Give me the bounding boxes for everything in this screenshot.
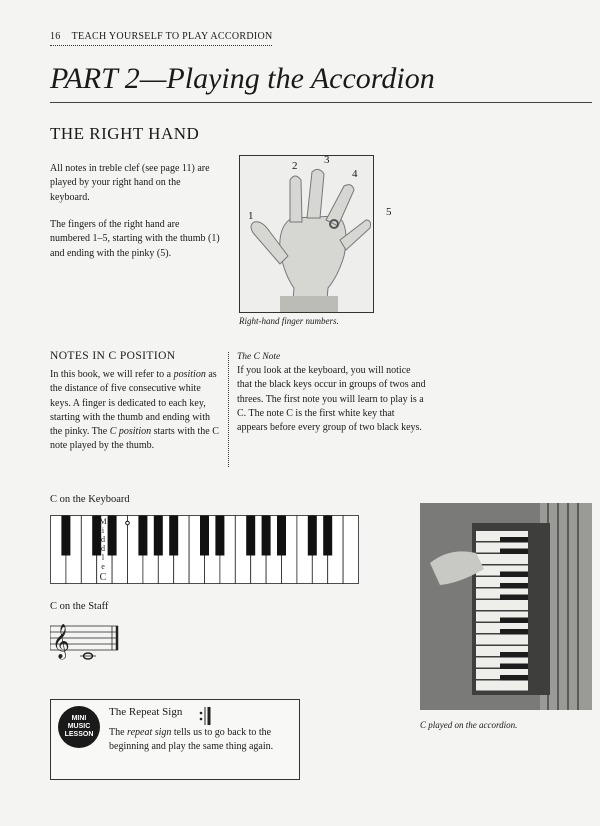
c-key-label: C xyxy=(99,572,107,583)
paragraph-treble-clef: All notes in treble clef (see page 11) are played by your right hand on the keyboard. xyxy=(50,163,210,203)
keyboard-diagram xyxy=(50,515,360,590)
label-letter: e xyxy=(101,562,105,571)
accordion-white-key xyxy=(476,635,528,645)
black-key xyxy=(308,516,317,556)
staff-svg xyxy=(50,620,122,664)
finger-number-3: 3 xyxy=(324,154,330,166)
staff-diagram xyxy=(50,620,122,669)
black-key xyxy=(246,516,255,556)
finger-number-5: 5 xyxy=(386,206,392,218)
section-heading-right-hand: THE RIGHT HAND xyxy=(50,124,200,143)
text-run: In this book, we will refer to a xyxy=(50,369,174,380)
page-title: PART 2—Playing the Accordion xyxy=(50,62,435,95)
label-letter: l xyxy=(101,553,105,562)
black-key xyxy=(277,516,286,556)
label-letter: i xyxy=(101,526,105,535)
text-run: tells us to go back to the beginning and play the same thing again. xyxy=(109,727,274,753)
finger-number-2: 2 xyxy=(292,160,298,172)
section-heading-c-position: NOTES IN C POSITION xyxy=(50,350,176,362)
lesson-text xyxy=(109,726,289,755)
mini-music-lesson-badge xyxy=(58,706,100,748)
black-key xyxy=(323,516,332,556)
black-key xyxy=(200,516,209,556)
finger-number-4: 4 xyxy=(352,168,358,180)
page-number: 16 xyxy=(50,31,61,42)
sidebar-c-note xyxy=(228,352,427,467)
paragraph-c-position xyxy=(50,368,220,454)
lesson-title: The Repeat Sign xyxy=(109,706,183,718)
text-run: as the distance of five consecutive white keys. A finger is dedicated to each key, starting with the thumb and ending with the pinky. The xyxy=(50,369,217,438)
middle-c-label xyxy=(97,517,109,582)
white-key xyxy=(343,516,358,584)
badge-line: LESSON xyxy=(64,731,94,738)
middle-c-marker xyxy=(126,521,130,525)
black-key xyxy=(262,516,271,556)
header-rule xyxy=(50,45,272,46)
running-title: TEACH YOURSELF TO PLAY ACCORDION xyxy=(71,31,273,42)
staff-label: C on the Staff xyxy=(50,601,109,612)
term-position: position xyxy=(173,369,206,380)
running-header xyxy=(50,31,273,42)
label-letter: d xyxy=(101,535,105,544)
accordion-photo xyxy=(420,503,592,710)
accordion-white-key xyxy=(476,681,528,691)
treble-clef-icon: 𝄞 xyxy=(52,624,70,659)
sidebar-text: If you look at the keyboard, you will notice that the black keys occur in groups of twos and threes. The first note you will learn to play is a C. The note C is the first white key that appears before every group of two black keys. xyxy=(237,365,426,434)
accordion-white-key xyxy=(476,554,528,564)
accordion-illustration xyxy=(420,503,592,710)
sidebar-heading: The C Note xyxy=(237,352,281,362)
black-key xyxy=(61,516,70,556)
hand-figure xyxy=(239,154,392,313)
text-run: The xyxy=(109,727,128,738)
photo-caption: C played on the accordion. xyxy=(420,720,518,730)
badge-line: MINI xyxy=(71,715,87,722)
finger-number-1: 1 xyxy=(248,210,254,222)
term-c-position: C position xyxy=(109,426,152,438)
label-letter: d xyxy=(101,544,105,553)
keyboard-label: C on the Keyboard xyxy=(50,494,130,505)
accordion-white-key xyxy=(476,600,528,610)
text-run: starts with the C note played by the thumb. xyxy=(50,426,219,452)
badge-line: MUSIC xyxy=(67,723,91,730)
black-key xyxy=(154,516,163,556)
hand-caption: Right-hand finger numbers. xyxy=(239,316,339,326)
paragraph-finger-numbers: The fingers of the right hand are numbered 1–5, starting with the thumb (1) and ending with the pinky (5). xyxy=(50,219,220,259)
title-rule xyxy=(50,102,592,103)
black-key xyxy=(169,516,178,556)
label-letter: M xyxy=(99,517,107,526)
black-key xyxy=(138,516,147,556)
mini-music-lesson xyxy=(50,699,300,780)
black-key xyxy=(215,516,224,556)
term-repeat-sign: repeat sign xyxy=(127,727,172,738)
